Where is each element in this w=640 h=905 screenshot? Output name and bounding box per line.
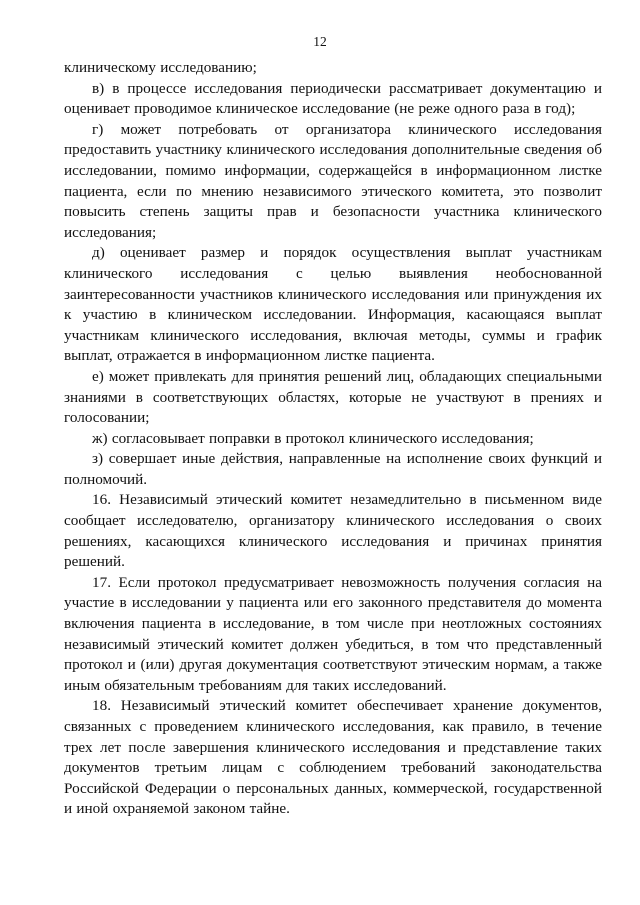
paragraph: з) совершает иные действия, направленные на исполнение своих функций и полномочий. <box>64 450 602 488</box>
document-body <box>64 0 602 820</box>
paragraph: ж) согласовывает поправки в протокол клинического исследования; <box>92 429 534 447</box>
paragraph: 18. Независимый этический комитет обеспечивает хранение документов, связанных с проведением клинического исследования, как правило, в течение трех лет после завершения клинического исследования и представление таких документов третьим лицам с соблюдением требований законодательства Российской Федерации о персональных данных, коммерческой, государственной и иной охраняемой законом тайне. <box>64 697 602 818</box>
paragraph: 16. Независимый этический комитет незамедлительно в письменном виде сообщает исследователю, организатору клинического исследования о своих решениях, касающихся клинического исследования и причинах принятия решений. <box>64 491 602 571</box>
paragraph: д) оценивает размер и порядок осуществления выплат участникам клинического исследования с целью выявления необоснованной заинтересованности участников клинического исследования или принуждения их к участию в клиническом исследовании. Информация, касающаяся выплат участникам клинического исследования, включая методы, суммы и график выплат, отражается в информационном листке пациента. <box>64 244 602 365</box>
paragraph: в) в процессе исследования периодически рассматривает документацию и оценивает проводимое клиническое исследование (не реже одного раза в год); <box>64 79 602 118</box>
paragraph: е) может привлекать для принятия решений лиц, обладающих специальными знаниями в соответствующих областях, которые не участвуют в прениях и голосовании; <box>64 367 602 427</box>
paragraph: клиническому исследованию; <box>64 59 257 76</box>
paragraph: 17. Если протокол предусматривает невозможность получения согласия на участие в исследовании у пациента или его законного представителя до момента включения пациента в исследование, в том числе при неотложных состояниях независимый этический комитет должен убедиться, в том что представленный протокол и (или) другая документация соответствуют этическим нормам, а также иным обязательным требованиям для таких исследований. <box>64 573 602 694</box>
paragraph: г) может потребовать от организатора клинического исследования предоставить участнику клинического исследования дополнительные сведения об исследовании, помимо информации, содержащейся в информационном листке пациента, если по мнению независимого этического комитета, это позволит повысить степень защиты прав и безопасности участника клинического исследования; <box>64 120 602 241</box>
page-number: 12 <box>313 34 327 49</box>
